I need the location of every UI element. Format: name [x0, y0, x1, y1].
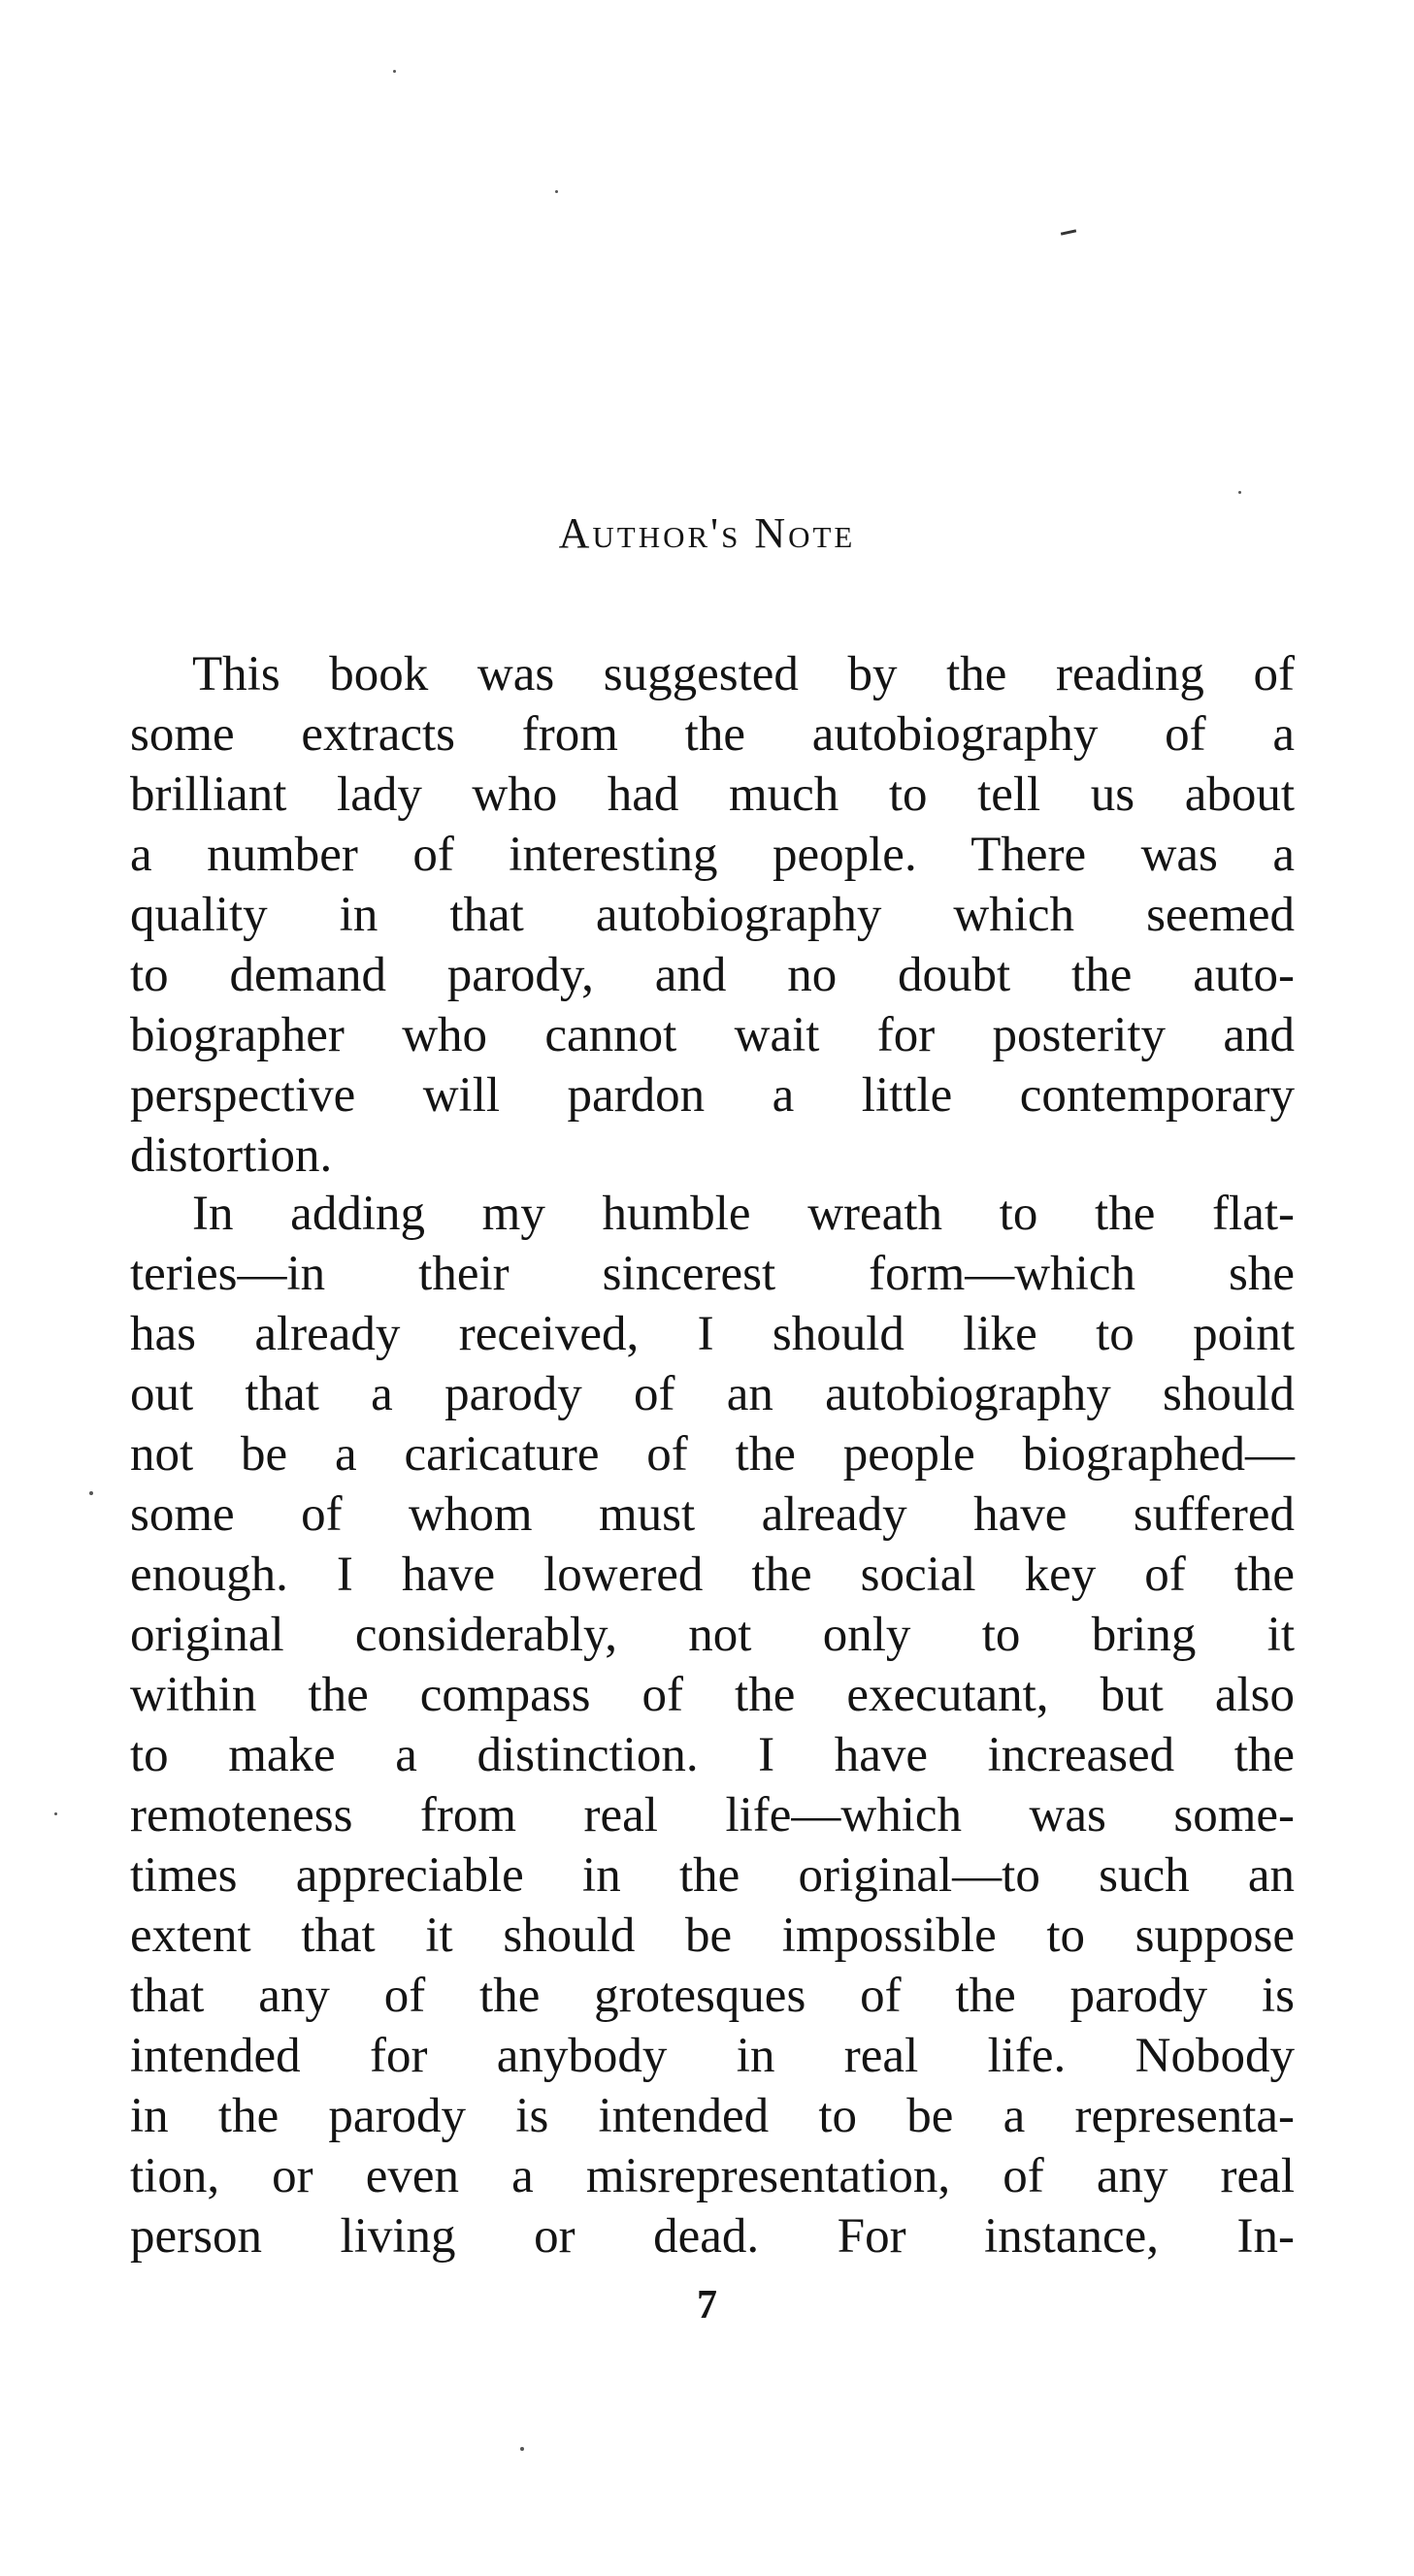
- paragraph-2: [130, 1184, 1295, 2266]
- text-line: tion, or even a misrepresentation, of any real: [130, 2149, 1295, 2203]
- text-line: This book was suggested by the reading of: [192, 647, 1295, 701]
- text-line: teries—in their sincerest form—which she: [130, 1247, 1295, 1301]
- text-line: person living or dead. For instance, In-: [130, 2209, 1295, 2264]
- paragraph-1: [130, 644, 1295, 1186]
- text-line: out that a parody of an autobiography should: [130, 1367, 1295, 1421]
- paper-speck: [555, 190, 558, 193]
- text-line: in the parody is intended to be a representa-: [130, 2089, 1295, 2143]
- text-line: distortion.: [130, 1128, 333, 1183]
- paper-speck: [54, 1812, 57, 1815]
- text-line: intended for anybody in real life. Nobody: [130, 2029, 1295, 2083]
- page-heading: Author's Note: [558, 509, 856, 557]
- text-line: some of whom must already have suffered: [130, 1487, 1295, 1542]
- text-line: enough. I have lowered the social key of the: [130, 1548, 1295, 1602]
- text-line: times appreciable in the original—to such an: [130, 1848, 1295, 1903]
- text-line: that any of the grotesques of the parody is: [130, 1969, 1295, 2023]
- paper-speck: [393, 70, 396, 73]
- paper-speck: [1238, 491, 1241, 494]
- text-line: In adding my humble wreath to the flat-: [192, 1187, 1295, 1241]
- paper-speck: [520, 2447, 524, 2451]
- text-line: not be a caricature of the people biographed—: [130, 1427, 1295, 1482]
- text-line: some extracts from the autobiography of a: [130, 707, 1295, 762]
- text-line: original considerably, not only to bring it: [130, 1608, 1295, 1662]
- stray-mark: [1061, 229, 1076, 235]
- text-line: biographer who cannot wait for posterity and: [130, 1008, 1295, 1062]
- text-line: has already received, I should like to point: [130, 1307, 1295, 1361]
- text-line: brilliant lady who had much to tell us about: [130, 767, 1295, 822]
- text-line: quality in that autobiography which seemed: [130, 888, 1295, 942]
- text-line: perspective will pardon a little contemporary: [130, 1068, 1295, 1123]
- text-line: a number of interesting people. There was a: [130, 828, 1295, 882]
- text-line: extent that it should be impossible to suppose: [130, 1908, 1295, 1963]
- text-line: to make a distinction. I have increased the: [130, 1728, 1295, 1782]
- text-line: within the compass of the executant, but also: [130, 1668, 1295, 1722]
- page-number: 7: [697, 2283, 717, 2328]
- text-line: to demand parody, and no doubt the auto-: [130, 948, 1295, 1002]
- text-line: remoteness from real life—which was some-: [130, 1788, 1295, 1842]
- paper-speck: [89, 1491, 93, 1495]
